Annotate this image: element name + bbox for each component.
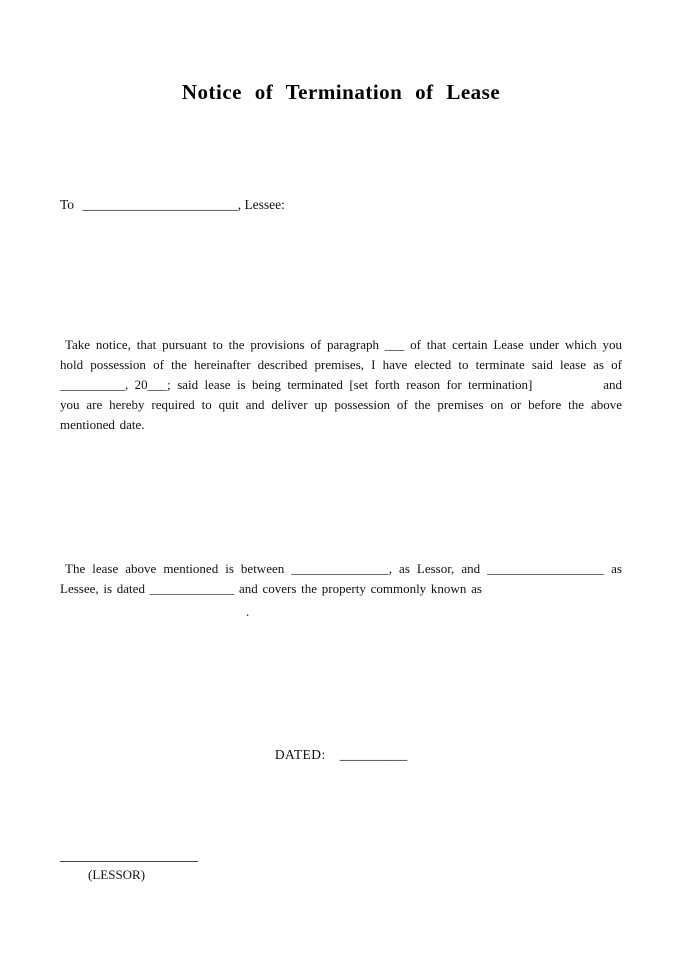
lessor-signature-block xyxy=(60,861,622,883)
dated-blank: __________ xyxy=(339,747,408,762)
lease-parties-paragraph xyxy=(60,559,622,599)
termination-text-after-reason: and you are hereby required to quit and deliver up possession of the premises on or before the above mentioned date. xyxy=(60,377,623,432)
termination-notice-paragraph xyxy=(60,335,622,435)
dated-label: DATED: xyxy=(274,747,326,762)
lease-parties-text-a: The lease above mentioned is between xyxy=(65,561,285,576)
lease-date-blank: _____________ xyxy=(149,581,235,596)
lease-parties-text-d: and covers the property commonly known as xyxy=(238,581,482,596)
lessor-label: (LESSOR) xyxy=(88,867,146,882)
property-description-period: . xyxy=(246,604,250,619)
lessor-signature-line xyxy=(60,861,198,862)
document-title: Notice of Termination of Lease xyxy=(181,80,501,104)
dated-line xyxy=(60,747,622,763)
to-line-suffix: , Lessee: xyxy=(237,197,285,212)
to-line xyxy=(60,197,622,213)
lessee-name-blank: _______________________ xyxy=(82,197,238,212)
to-label: To xyxy=(60,197,75,212)
reason-for-termination-blank-space xyxy=(539,388,597,389)
lease-parties-text-c: as Lessee, is dated xyxy=(60,561,622,596)
lessee-name-blank-2: __________________ xyxy=(487,561,605,576)
lessor-name-blank: _______________ xyxy=(291,561,389,576)
termination-text-before-reason: Take notice, that pursuant to the provisions of paragraph ___ of that certain Lease under which you hold possession of the hereinafter described premises, I have elected to terminate said lease as of __________, 20___; said lease is being terminated [set forth reason for termination] xyxy=(60,337,622,392)
lease-parties-text-b: , as Lessor, and xyxy=(388,561,481,576)
